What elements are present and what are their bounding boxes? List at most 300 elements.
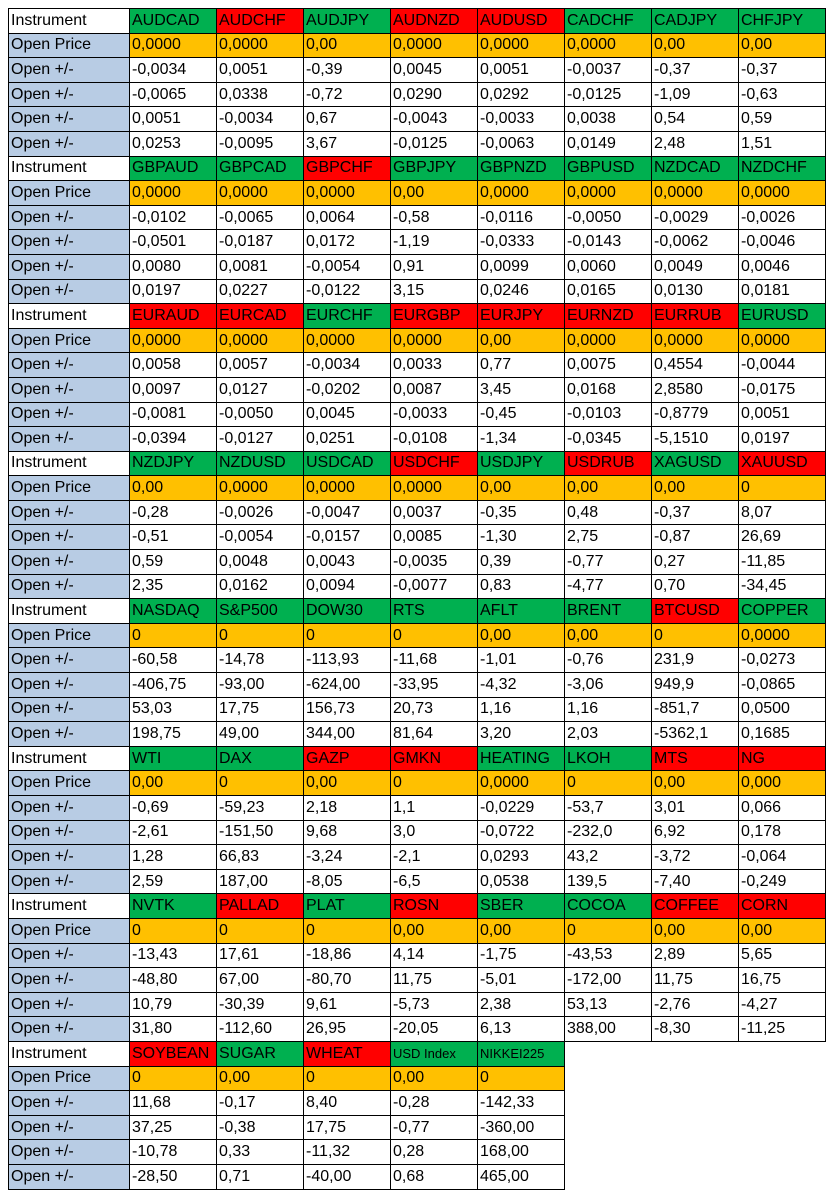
- open-price-label: Open Price: [9, 771, 130, 796]
- empty-cell: [652, 1091, 739, 1116]
- open-change-label: Open +/-: [9, 254, 130, 279]
- instrument-name-cell: GBPJPY: [391, 156, 478, 181]
- open-price-cell: 0: [130, 623, 217, 648]
- instrument-name-cell: AUDUSD: [478, 9, 565, 34]
- open-change-row: [9, 205, 826, 230]
- instrument-name-cell: NVTK: [130, 894, 217, 919]
- instrument-name-cell: PALLAD: [217, 894, 304, 919]
- open-price-cell: 0,00: [217, 1066, 304, 1091]
- value-cell: -8,05: [304, 869, 391, 894]
- instrument-name-cell: ROSN: [391, 894, 478, 919]
- open-price-cell: 0,00: [739, 33, 826, 58]
- open-price-cell: 0,0000: [391, 476, 478, 501]
- value-cell: -0,0065: [217, 205, 304, 230]
- value-cell: 0,0197: [739, 427, 826, 452]
- value-cell: 2,03: [565, 722, 652, 747]
- instrument-name-cell: NG: [739, 746, 826, 771]
- value-cell: -28,50: [130, 1164, 217, 1189]
- open-change-row: [9, 131, 826, 156]
- value-cell: -232,0: [565, 820, 652, 845]
- value-cell: 0,0081: [217, 254, 304, 279]
- value-cell: -0,0333: [478, 230, 565, 255]
- value-cell: -0,0026: [739, 205, 826, 230]
- open-price-cell: 0,0000: [652, 328, 739, 353]
- open-change-label: Open +/-: [9, 722, 130, 747]
- value-cell: 0,0048: [217, 550, 304, 575]
- open-price-cell: 0: [304, 1066, 391, 1091]
- value-cell: -113,93: [304, 648, 391, 673]
- instrument-name-cell: GMKN: [391, 746, 478, 771]
- value-cell: -0,0125: [391, 131, 478, 156]
- value-cell: 67,00: [217, 968, 304, 993]
- open-change-label: Open +/-: [9, 58, 130, 83]
- value-cell: 26,69: [739, 525, 826, 550]
- instrument-name-cell: GBPCAD: [217, 156, 304, 181]
- value-cell: -0,0065: [130, 82, 217, 107]
- value-cell: -0,87: [652, 525, 739, 550]
- value-cell: 1,1: [391, 796, 478, 821]
- value-cell: 0,1685: [739, 722, 826, 747]
- empty-cell: [652, 1140, 739, 1165]
- value-cell: 0,0292: [478, 82, 565, 107]
- value-cell: 2,8580: [652, 377, 739, 402]
- value-cell: -851,7: [652, 697, 739, 722]
- value-cell: 3,67: [304, 131, 391, 156]
- open-change-label: Open +/-: [9, 968, 130, 993]
- open-price-cell: 0: [739, 476, 826, 501]
- value-cell: -0,0865: [739, 673, 826, 698]
- open-change-row: [9, 673, 826, 698]
- open-price-cell: 0,0000: [217, 328, 304, 353]
- instrument-name-cell: CHFJPY: [739, 9, 826, 34]
- value-cell: -3,06: [565, 673, 652, 698]
- open-change-label: Open +/-: [9, 943, 130, 968]
- open-change-label: Open +/-: [9, 353, 130, 378]
- value-cell: -1,19: [391, 230, 478, 255]
- instrument-name-cell: BTCUSD: [652, 599, 739, 624]
- open-change-row: [9, 648, 826, 673]
- instrument-name-cell: EURCAD: [217, 304, 304, 329]
- value-cell: 3,0: [391, 820, 478, 845]
- value-cell: 0,68: [391, 1164, 478, 1189]
- open-change-row: [9, 869, 826, 894]
- value-cell: 49,00: [217, 722, 304, 747]
- value-cell: -360,00: [478, 1115, 565, 1140]
- value-cell: -3,24: [304, 845, 391, 870]
- open-price-row: [9, 328, 826, 353]
- empty-cell: [565, 1164, 652, 1189]
- instrument-name-cell: EURJPY: [478, 304, 565, 329]
- value-cell: 9,61: [304, 992, 391, 1017]
- value-cell: -0,0050: [217, 402, 304, 427]
- value-cell: -0,0175: [739, 377, 826, 402]
- open-change-row: [9, 1140, 826, 1165]
- instrument-label: Instrument: [9, 599, 130, 624]
- open-change-row: [9, 107, 826, 132]
- value-cell: -7,40: [652, 869, 739, 894]
- instrument-header-row: [9, 156, 826, 181]
- instrument-name-cell: USDCHF: [391, 451, 478, 476]
- value-cell: -0,45: [478, 402, 565, 427]
- open-price-cell: 0,0000: [739, 623, 826, 648]
- value-cell: -0,77: [565, 550, 652, 575]
- instrument-header-row: [9, 894, 826, 919]
- value-cell: 1,16: [565, 697, 652, 722]
- value-cell: -5,01: [478, 968, 565, 993]
- instrument-name-cell: EURUSD: [739, 304, 826, 329]
- value-cell: 2,89: [652, 943, 739, 968]
- value-cell: -0,0033: [391, 402, 478, 427]
- open-change-label: Open +/-: [9, 869, 130, 894]
- value-cell: -0,0034: [304, 353, 391, 378]
- instrument-name-cell: XAUUSD: [739, 451, 826, 476]
- value-cell: -93,00: [217, 673, 304, 698]
- instrument-name-cell: SBER: [478, 894, 565, 919]
- value-cell: 0,0043: [304, 550, 391, 575]
- value-cell: 0,0060: [565, 254, 652, 279]
- value-cell: 0,0051: [478, 58, 565, 83]
- value-cell: -0,17: [217, 1091, 304, 1116]
- open-price-cell: 0,00: [130, 476, 217, 501]
- open-price-cell: 0: [652, 623, 739, 648]
- open-change-row: [9, 82, 826, 107]
- value-cell: 0,0051: [739, 402, 826, 427]
- value-cell: -34,45: [739, 574, 826, 599]
- value-cell: -0,76: [565, 648, 652, 673]
- instrument-label: Instrument: [9, 746, 130, 771]
- open-price-row: [9, 33, 826, 58]
- instrument-name-cell: USDRUB: [565, 451, 652, 476]
- value-cell: 0,0049: [652, 254, 739, 279]
- value-cell: -0,0077: [391, 574, 478, 599]
- value-cell: -33,95: [391, 673, 478, 698]
- open-price-label: Open Price: [9, 328, 130, 353]
- open-change-label: Open +/-: [9, 648, 130, 673]
- table-body: [9, 9, 826, 1190]
- open-change-label: Open +/-: [9, 1140, 130, 1165]
- value-cell: 139,5: [565, 869, 652, 894]
- value-cell: 156,73: [304, 697, 391, 722]
- instrument-name-cell: COCOA: [565, 894, 652, 919]
- value-cell: 0,70: [652, 574, 739, 599]
- empty-cell: [565, 1066, 652, 1091]
- value-cell: -0,0063: [478, 131, 565, 156]
- open-price-cell: 0: [304, 918, 391, 943]
- open-price-cell: 0,00: [391, 1066, 478, 1091]
- open-change-row: [9, 722, 826, 747]
- open-change-label: Open +/-: [9, 205, 130, 230]
- instrument-name-cell: PLAT: [304, 894, 391, 919]
- value-cell: 0,0045: [304, 402, 391, 427]
- open-change-row: [9, 943, 826, 968]
- open-price-cell: 0,0000: [217, 181, 304, 206]
- value-cell: -2,61: [130, 820, 217, 845]
- instrument-name-cell: DAX: [217, 746, 304, 771]
- value-cell: 0,0165: [565, 279, 652, 304]
- value-cell: 66,83: [217, 845, 304, 870]
- value-cell: 3,01: [652, 796, 739, 821]
- instrument-name-cell: BRENT: [565, 599, 652, 624]
- instrument-label: Instrument: [9, 156, 130, 181]
- value-cell: 9,68: [304, 820, 391, 845]
- open-change-row: [9, 500, 826, 525]
- instrument-header-row: [9, 746, 826, 771]
- value-cell: 2,35: [130, 574, 217, 599]
- open-change-label: Open +/-: [9, 574, 130, 599]
- value-cell: -0,63: [739, 82, 826, 107]
- instrument-name-cell: AUDNZD: [391, 9, 478, 34]
- instrument-name-cell: USDCAD: [304, 451, 391, 476]
- open-change-label: Open +/-: [9, 82, 130, 107]
- value-cell: -0,0501: [130, 230, 217, 255]
- value-cell: -4,32: [478, 673, 565, 698]
- instrument-name-cell: S&P500: [217, 599, 304, 624]
- value-cell: 4,14: [391, 943, 478, 968]
- open-change-row: [9, 1115, 826, 1140]
- open-change-label: Open +/-: [9, 230, 130, 255]
- open-price-cell: 0,00: [652, 771, 739, 796]
- instrument-label: Instrument: [9, 9, 130, 34]
- value-cell: -0,0095: [217, 131, 304, 156]
- value-cell: -0,38: [217, 1115, 304, 1140]
- value-cell: 6,13: [478, 1017, 565, 1042]
- instrument-name-cell: RTS: [391, 599, 478, 624]
- instrument-name-cell: AUDCAD: [130, 9, 217, 34]
- open-change-row: [9, 574, 826, 599]
- value-cell: 0,0538: [478, 869, 565, 894]
- value-cell: -0,72: [304, 82, 391, 107]
- open-change-row: [9, 525, 826, 550]
- value-cell: -172,00: [565, 968, 652, 993]
- open-price-cell: 0,0000: [304, 476, 391, 501]
- open-change-row: [9, 1017, 826, 1042]
- value-cell: -11,25: [739, 1017, 826, 1042]
- value-cell: -0,0103: [565, 402, 652, 427]
- open-price-cell: 0,00: [478, 476, 565, 501]
- open-price-cell: 0,00: [652, 33, 739, 58]
- instrument-name-cell: COFFEE: [652, 894, 739, 919]
- open-price-cell: 0: [217, 771, 304, 796]
- value-cell: 0,0075: [565, 353, 652, 378]
- open-change-label: Open +/-: [9, 107, 130, 132]
- value-cell: 0,0253: [130, 131, 217, 156]
- open-change-label: Open +/-: [9, 697, 130, 722]
- empty-cell: [652, 1041, 739, 1066]
- open-change-row: [9, 279, 826, 304]
- value-cell: -0,249: [739, 869, 826, 894]
- instrument-name-cell: NZDUSD: [217, 451, 304, 476]
- instrument-label: Instrument: [9, 894, 130, 919]
- open-change-label: Open +/-: [9, 427, 130, 452]
- instrument-header-row: [9, 1041, 826, 1066]
- value-cell: -11,85: [739, 550, 826, 575]
- value-cell: 11,75: [391, 968, 478, 993]
- instrument-name-cell: EURAUD: [130, 304, 217, 329]
- open-change-row: [9, 1091, 826, 1116]
- open-price-cell: 0,00: [391, 181, 478, 206]
- value-cell: 0,0130: [652, 279, 739, 304]
- instrument-name-cell: CADJPY: [652, 9, 739, 34]
- value-cell: 17,61: [217, 943, 304, 968]
- value-cell: 0,0051: [217, 58, 304, 83]
- instrument-name-cell: GBPCHF: [304, 156, 391, 181]
- value-cell: -0,0125: [565, 82, 652, 107]
- value-cell: 0,39: [478, 550, 565, 575]
- value-cell: -2,76: [652, 992, 739, 1017]
- value-cell: -0,39: [304, 58, 391, 83]
- instrument-label: Instrument: [9, 451, 130, 476]
- open-price-cell: 0: [391, 623, 478, 648]
- value-cell: 0,0064: [304, 205, 391, 230]
- open-change-row: [9, 845, 826, 870]
- value-cell: -0,0054: [217, 525, 304, 550]
- value-cell: 0,0246: [478, 279, 565, 304]
- instrument-label: Instrument: [9, 304, 130, 329]
- value-cell: 388,00: [565, 1017, 652, 1042]
- value-cell: 0,0251: [304, 427, 391, 452]
- value-cell: 0,28: [391, 1140, 478, 1165]
- value-cell: 81,64: [391, 722, 478, 747]
- open-price-cell: 0,0000: [652, 181, 739, 206]
- instrument-name-cell: NZDCAD: [652, 156, 739, 181]
- open-price-cell: 0,0000: [391, 33, 478, 58]
- value-cell: 3,45: [478, 377, 565, 402]
- open-price-cell: 0,00: [304, 33, 391, 58]
- value-cell: -0,35: [478, 500, 565, 525]
- value-cell: -0,28: [391, 1091, 478, 1116]
- value-cell: 0,71: [217, 1164, 304, 1189]
- value-cell: -0,0229: [478, 796, 565, 821]
- instrument-name-cell: AUDJPY: [304, 9, 391, 34]
- value-cell: -0,77: [391, 1115, 478, 1140]
- instrument-name-cell: XAGUSD: [652, 451, 739, 476]
- value-cell: -0,37: [739, 58, 826, 83]
- value-cell: -0,0187: [217, 230, 304, 255]
- value-cell: -0,0081: [130, 402, 217, 427]
- value-cell: 0,0094: [304, 574, 391, 599]
- value-cell: -0,0108: [391, 427, 478, 452]
- open-change-label: Open +/-: [9, 402, 130, 427]
- value-cell: 0,0293: [478, 845, 565, 870]
- empty-cell: [739, 1066, 826, 1091]
- open-price-label: Open Price: [9, 623, 130, 648]
- empty-cell: [565, 1140, 652, 1165]
- value-cell: -4,77: [565, 574, 652, 599]
- open-change-label: Open +/-: [9, 673, 130, 698]
- open-change-row: [9, 377, 826, 402]
- value-cell: -1,30: [478, 525, 565, 550]
- value-cell: -30,39: [217, 992, 304, 1017]
- value-cell: 43,2: [565, 845, 652, 870]
- value-cell: 198,75: [130, 722, 217, 747]
- instrument-name-cell: NASDAQ: [130, 599, 217, 624]
- instrument-name-cell: LKOH: [565, 746, 652, 771]
- open-price-cell: 0,0000: [130, 181, 217, 206]
- instrument-name-cell: GBPAUD: [130, 156, 217, 181]
- value-cell: -0,0722: [478, 820, 565, 845]
- open-price-cell: 0: [565, 918, 652, 943]
- open-price-cell: 0,00: [130, 771, 217, 796]
- value-cell: -4,27: [739, 992, 826, 1017]
- instrument-name-cell: WTI: [130, 746, 217, 771]
- value-cell: -142,33: [478, 1091, 565, 1116]
- empty-cell: [652, 1066, 739, 1091]
- value-cell: 0,0033: [391, 353, 478, 378]
- open-price-label: Open Price: [9, 476, 130, 501]
- value-cell: -0,37: [652, 58, 739, 83]
- value-cell: 187,00: [217, 869, 304, 894]
- open-price-cell: 0: [217, 918, 304, 943]
- open-price-cell: 0,0000: [478, 33, 565, 58]
- instrument-name-cell: NZDCHF: [739, 156, 826, 181]
- open-price-cell: 0,00: [739, 918, 826, 943]
- open-change-row: [9, 992, 826, 1017]
- empty-cell: [739, 1091, 826, 1116]
- open-price-cell: 0: [130, 1066, 217, 1091]
- instrument-name-cell: NIKKEI225: [478, 1041, 565, 1066]
- value-cell: -11,32: [304, 1140, 391, 1165]
- instrument-name-cell: GBPUSD: [565, 156, 652, 181]
- instrument-label: Instrument: [9, 1041, 130, 1066]
- open-price-cell: 0: [565, 771, 652, 796]
- value-cell: 2,75: [565, 525, 652, 550]
- value-cell: -10,78: [130, 1140, 217, 1165]
- open-price-cell: 0,0000: [478, 181, 565, 206]
- open-change-row: [9, 796, 826, 821]
- open-price-cell: 0,0000: [304, 181, 391, 206]
- open-price-cell: 0,0000: [739, 181, 826, 206]
- value-cell: 8,07: [739, 500, 826, 525]
- instrument-header-row: [9, 304, 826, 329]
- value-cell: 5,65: [739, 943, 826, 968]
- open-price-cell: 0,0000: [565, 328, 652, 353]
- value-cell: 11,75: [652, 968, 739, 993]
- value-cell: 2,48: [652, 131, 739, 156]
- value-cell: 0,0058: [130, 353, 217, 378]
- value-cell: -0,0102: [130, 205, 217, 230]
- open-price-cell: 0,0000: [478, 771, 565, 796]
- value-cell: 0,0046: [739, 254, 826, 279]
- value-cell: -0,0157: [304, 525, 391, 550]
- value-cell: -48,80: [130, 968, 217, 993]
- value-cell: -0,0037: [565, 58, 652, 83]
- value-cell: 11,68: [130, 1091, 217, 1116]
- open-change-row: [9, 550, 826, 575]
- open-price-cell: 0,00: [304, 771, 391, 796]
- value-cell: -0,0035: [391, 550, 478, 575]
- value-cell: 16,75: [739, 968, 826, 993]
- open-price-cell: 0,0000: [217, 33, 304, 58]
- value-cell: -0,0043: [391, 107, 478, 132]
- value-cell: 1,28: [130, 845, 217, 870]
- open-price-cell: 0,00: [478, 623, 565, 648]
- instrument-name-cell: USD Index: [391, 1041, 478, 1066]
- open-price-row: [9, 771, 826, 796]
- open-change-label: Open +/-: [9, 845, 130, 870]
- open-change-label: Open +/-: [9, 279, 130, 304]
- value-cell: -60,58: [130, 648, 217, 673]
- instrument-header-row: [9, 9, 826, 34]
- open-change-label: Open +/-: [9, 1115, 130, 1140]
- open-price-cell: 0,00: [565, 623, 652, 648]
- value-cell: 3,20: [478, 722, 565, 747]
- value-cell: 0,59: [739, 107, 826, 132]
- instrument-header-row: [9, 451, 826, 476]
- open-change-label: Open +/-: [9, 377, 130, 402]
- open-change-label: Open +/-: [9, 550, 130, 575]
- value-cell: 0,0087: [391, 377, 478, 402]
- value-cell: -0,0394: [130, 427, 217, 452]
